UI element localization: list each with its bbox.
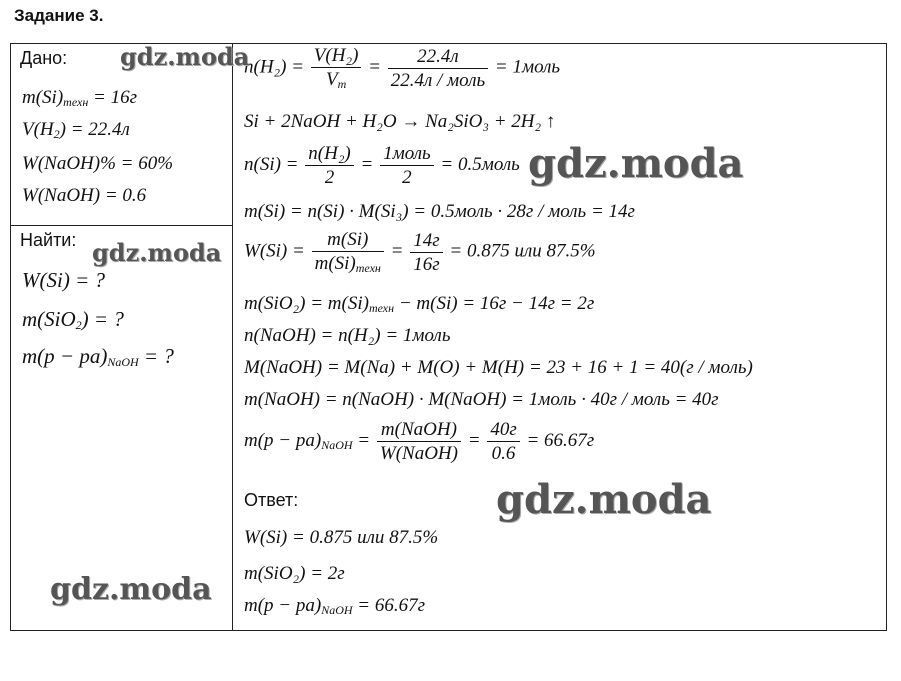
step-m-si: m(Si) = n(Si) · M(Si₃) = 0.5моль · 28г / моль = 14г xyxy=(244,201,635,222)
given-fraction-naoh: W(NaOH) = 0.6 xyxy=(22,185,147,206)
watermark-1: gdz.moda xyxy=(120,42,250,71)
column-divider xyxy=(232,43,233,631)
answer-label: Ответ: xyxy=(244,490,299,510)
given-percent-naoh: W(NaOH)% = 60% xyxy=(22,153,174,174)
find-m-sio2: m(SiO$_2$) = ? xyxy=(22,307,124,332)
step-molar-mass-naoh: M(NaOH) = M(Na) + M(O) + M(H) = 23 + 16 + 1 = 40(г / моль) xyxy=(244,357,753,378)
step-m-solution: $m(p - pa)_{NaOH}$ = $\frac{\text{m(NaOH)}}{\text{W(NaOH)}}$ = $\frac{40г}{0.6}$ = 66.67г xyxy=(244,419,595,464)
find-w-si: W(Si) = ? xyxy=(22,268,105,292)
given-label: Дано: xyxy=(20,48,68,68)
step-w-si: W(Si) = $\frac{m(Si)}{m(Si)_{техн}}$ = $\frac{14г}{16г}$ = 0.875 или 87.5% xyxy=(244,229,596,275)
answer-m-solution: $m(p - pa)_{NaOH} = 66.67г$ xyxy=(244,595,426,617)
watermark-2: gdz.moda xyxy=(528,140,744,187)
given-mass-si: $m(Si)_{техн} = 16г$ xyxy=(22,87,138,109)
task-title: Задание 3. xyxy=(14,6,104,25)
given-volume-h2: $V(H_2) = 22.4л$ xyxy=(22,119,130,141)
step-m-sio2: $m(SiO_2) = m(Si)_{техн} - m(Si) = 16г - 14г = 2г$ xyxy=(244,293,595,315)
find-label: Найти: xyxy=(20,230,77,250)
step-n-si: n(Si) = $\frac{\text{n(H₂)}}{2}$ = $\frac{\text{1моль}}{2}$ = 0.5моль xyxy=(244,143,520,188)
watermark-4: gdz.moda xyxy=(496,476,712,523)
row-divider xyxy=(10,225,233,226)
step-m-naoh: m(NaOH) = n(NaOH) · M(NaOH) = 1моль · 40г / моль = 40г xyxy=(244,389,719,410)
find-m-solution: $m(p - pa)_{NaOH}$ = ? xyxy=(22,344,174,369)
watermark-5: gdz.moda xyxy=(50,572,212,607)
answer-m-sio2: m(SiO₂) = 2г xyxy=(244,563,345,584)
step-n-h2: n(H₂) = $\frac{\text{V(H₂)}}{V_m}$ = $\frac{22.4л}{\text{22.4л / моль}}$ = 1моль xyxy=(244,45,561,91)
step-equation: Si + 2NaOH + H₂O → Na₂SiO₃ + 2H₂ ↑ xyxy=(244,111,556,132)
watermark-3: gdz.moda xyxy=(92,238,222,267)
answer-w-si: W(Si) = 0.875 или 87.5% xyxy=(244,527,439,548)
step-n-naoh: n(NaOH) = n(H₂) = 1моль xyxy=(244,325,451,346)
